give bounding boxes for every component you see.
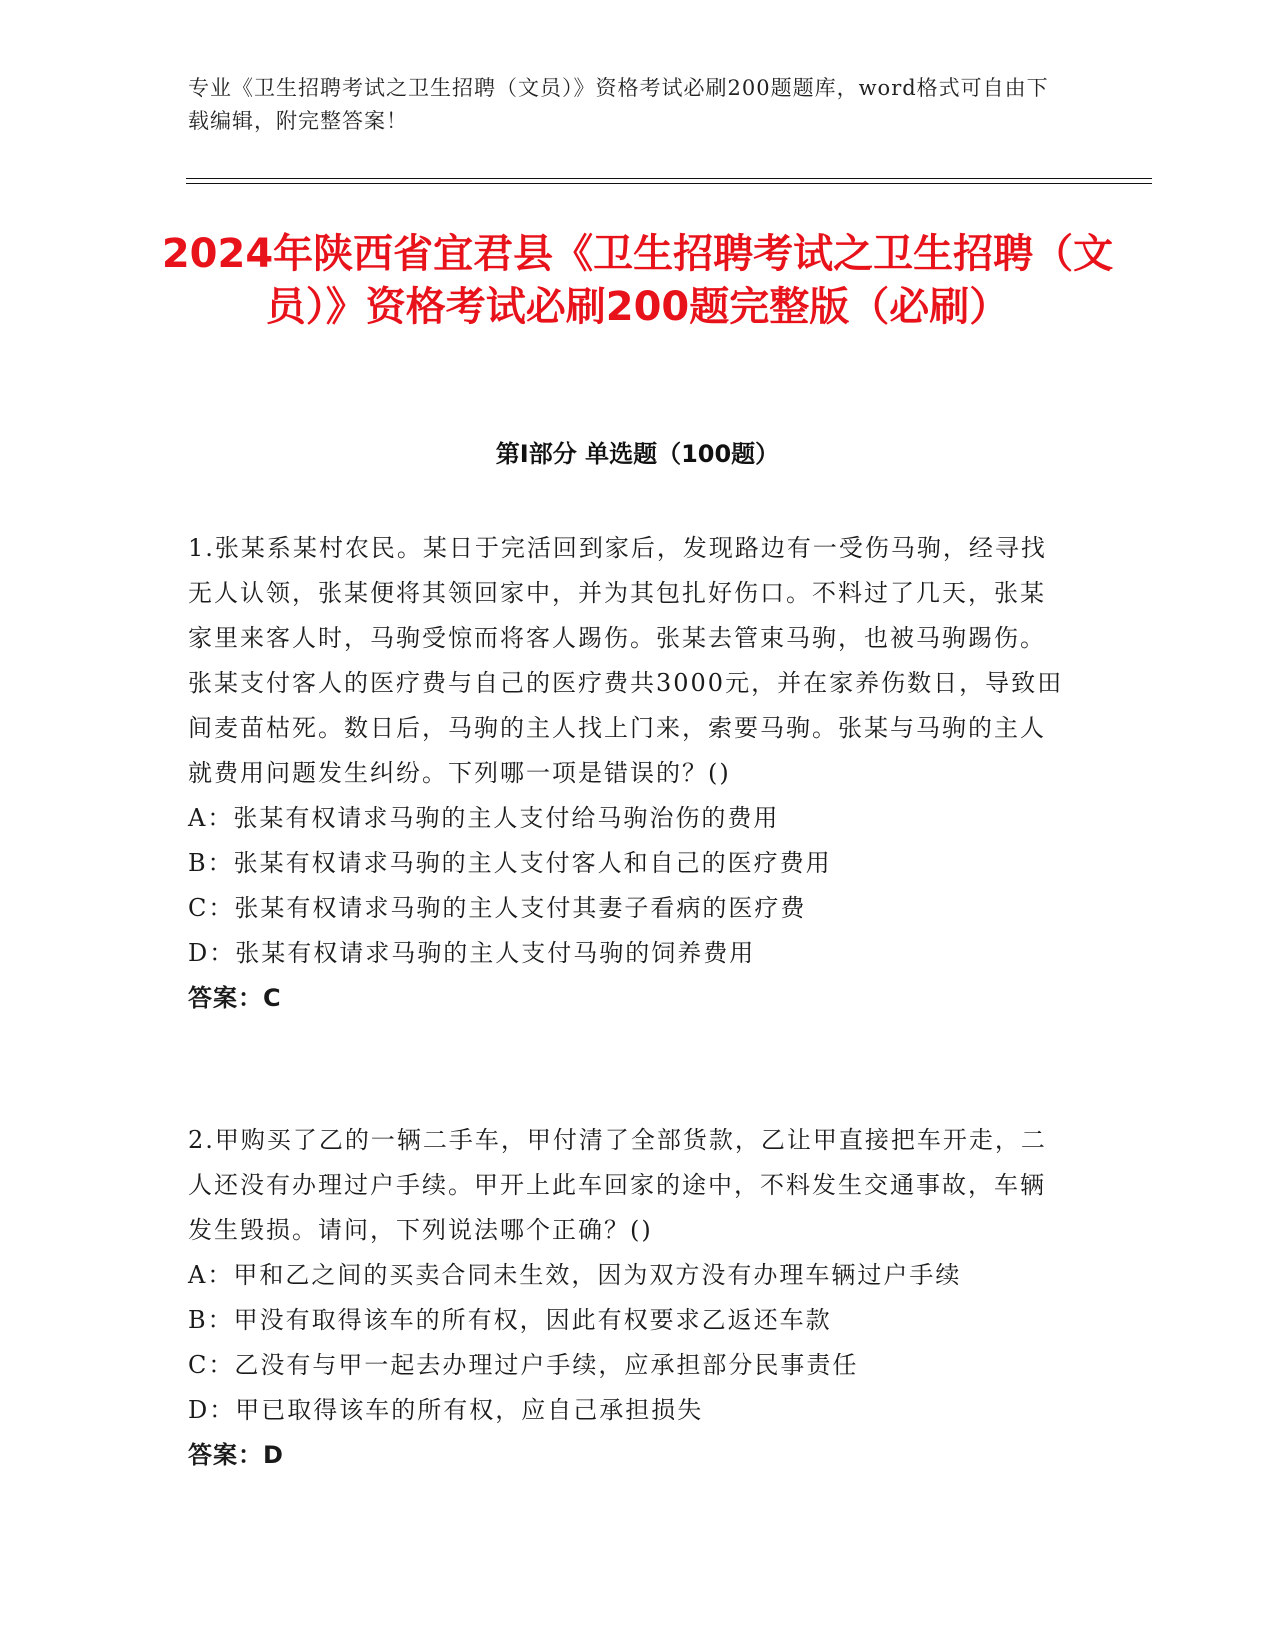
option-d: D：张某有权请求马驹的主人支付马驹的饲养费用 [188, 939, 756, 967]
answer-line: 答案：D [188, 1441, 284, 1469]
header-note: 专业《卫生招聘考试之卫生招聘（文员）》资格考试必刷200题题库，word格式可自由下载编辑，附完整答案！ [188, 76, 1049, 133]
answer-line: 答案：C [188, 984, 282, 1012]
document-title: 2024年陕西省宜君县《卫生招聘考试之卫生招聘（文员）》资格考试必刷200题完整版（必刷） [161, 231, 1114, 330]
option-a: A：甲和乙之间的买卖合同未生效，因为双方没有办理车辆过户手续 [188, 1261, 962, 1289]
header-rule-bottom [186, 183, 1152, 184]
option-c: C：乙没有与甲一起去办理过户手续，应承担部分民事责任 [188, 1351, 859, 1379]
option-b: B：张某有权请求马驹的主人支付客人和自己的医疗费用 [188, 849, 832, 877]
part-heading: 第I部分 单选题（100题） [495, 440, 780, 468]
option-a: A：张某有权请求马驹的主人支付给马驹治伤的费用 [188, 804, 780, 832]
question-1 [188, 526, 1068, 1021]
option-d: D：甲已取得该车的所有权，应自己承担损失 [188, 1396, 704, 1424]
option-c: C：张某有权请求马驹的主人支付其妻子看病的医疗费 [188, 894, 807, 922]
option-b: B：甲没有取得该车的所有权，因此有权要求乙返还车款 [188, 1306, 832, 1334]
question-stem: 1.张某系某村农民。某日于完活回到家后，发现路边有一受伤马驹，经寻找无人认领，张某便将其领回家中，并为其包扎好伤口。不料过了几天，张某家里来客人时，马驹受惊而将客人踢伤。张某去管束马驹，也被马驹踢伤。张某支付客人的医疗费与自己的医疗费共3000元，并在家养伤数日，导致田间麦苗枯死。数日后，马驹的主人找上门来，索要马驹。张某与马驹的主人就费用问题发生纠纷。下列哪一项是错误的？() [188, 534, 1064, 787]
question-stem: 2.甲购买了乙的一辆二手车，甲付清了全部货款，乙让甲直接把车开走，二人还没有办理过户手续。甲开上此车回家的途中，不料发生交通事故，车辆发生毁损。请问，下列说法哪个正确？() [188, 1126, 1047, 1244]
question-2 [188, 1118, 1068, 1478]
header-rule-top [186, 178, 1152, 179]
